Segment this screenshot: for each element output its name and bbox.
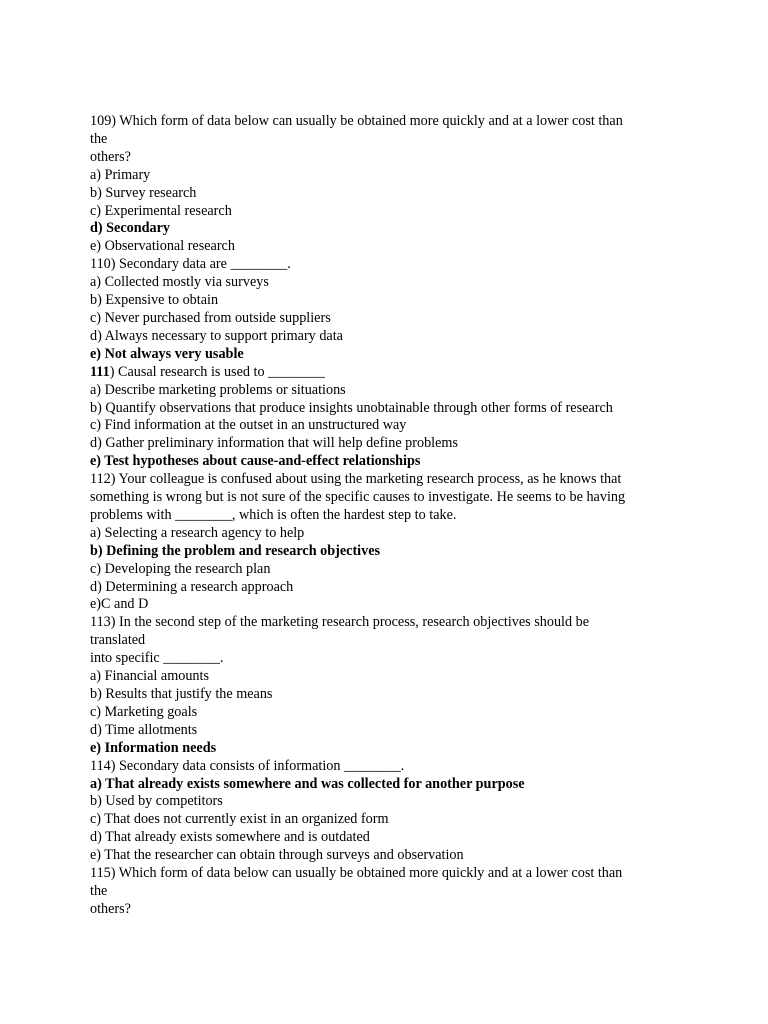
text-line: 109) Which form of data below can usually be obtained more quickly and at a lower cost than (90, 113, 623, 129)
text-line: d) Determining a research approach (90, 578, 294, 595)
text-line: b) Expensive to obtain (90, 292, 219, 309)
text-segment: ) Causal research is used to ________ (109, 363, 325, 380)
text-line: others? (90, 148, 131, 165)
text-line (90, 364, 670, 382)
text-line: 110) Secondary data are ________. (90, 256, 291, 273)
text-line: 115) Which form of data below can usually be obtained more quickly and at a lower cost than (90, 865, 623, 882)
text-line: c) Never purchased from outside suppliers (90, 309, 331, 326)
text-line: others? (90, 900, 131, 917)
text-line: something is wrong but is not sure of the specific causes to investigate. He seems to be having (90, 489, 626, 506)
text-line: 114) Secondary data consists of information ________. (90, 757, 405, 774)
text-line: translated (90, 632, 146, 649)
text-line: 112) Your colleague is confused about using the marketing research process, as he knows that (90, 471, 622, 488)
text-line: a) Collected mostly via surveys (90, 274, 269, 291)
text-line: e) That the researcher can obtain through surveys and observation (90, 847, 464, 864)
text-line: c) Developing the research plan (90, 560, 271, 577)
text-line: the (90, 130, 108, 147)
answer-line-bold: e) Not always very usable (90, 345, 244, 362)
text-line: d) Always necessary to support primary data (90, 327, 343, 344)
answer-line-bold: d) Secondary (90, 220, 171, 237)
text-line: b) Survey research (90, 184, 197, 201)
bold-text-segment: 111 (90, 363, 110, 380)
text-line: a) Financial amounts (90, 668, 209, 685)
answer-line-bold: e) Information needs (90, 739, 217, 756)
text-line: d) That already exists somewhere and is outdated (90, 829, 370, 846)
text-line: e)C and D (90, 596, 149, 613)
text-line: a) Selecting a research agency to help (90, 524, 305, 541)
text-line: problems with ________, which is often the hardest step to take. (90, 506, 457, 523)
text-line: b) Results that justify the means (90, 686, 273, 702)
text-line: the (90, 882, 108, 899)
text-line: b) Quantify observations that produce insights unobtainable through other forms of research (90, 399, 613, 416)
text-line: d) Time allotments (90, 721, 198, 738)
text-line: a) Primary (90, 166, 151, 183)
text-line: c) Find information at the outset in an unstructured way (90, 417, 407, 434)
text-line: c) Marketing goals (90, 703, 198, 720)
text-line: c) That does not currently exist in an organized form (90, 811, 389, 828)
answer-line-bold: a) That already exists somewhere and was collected for another purpose (90, 775, 525, 792)
text-line: c) Experimental research (90, 202, 232, 219)
text-line: e) Observational research (90, 238, 235, 255)
question-text-body (90, 113, 670, 919)
answer-line-bold: e) Test hypotheses about cause-and-effect relationships (90, 453, 421, 470)
text-line: b) Used by competitors (90, 793, 223, 810)
text-line: 113) In the second step of the marketing research process, research objectives should be (90, 614, 590, 631)
text-line: a) Describe marketing problems or situations (90, 381, 346, 398)
text-line: d) Gather preliminary information that will help define problems (90, 435, 458, 452)
text-line: into specific ________. (90, 650, 224, 667)
answer-line-bold: b) Defining the problem and research objectives (90, 542, 381, 559)
